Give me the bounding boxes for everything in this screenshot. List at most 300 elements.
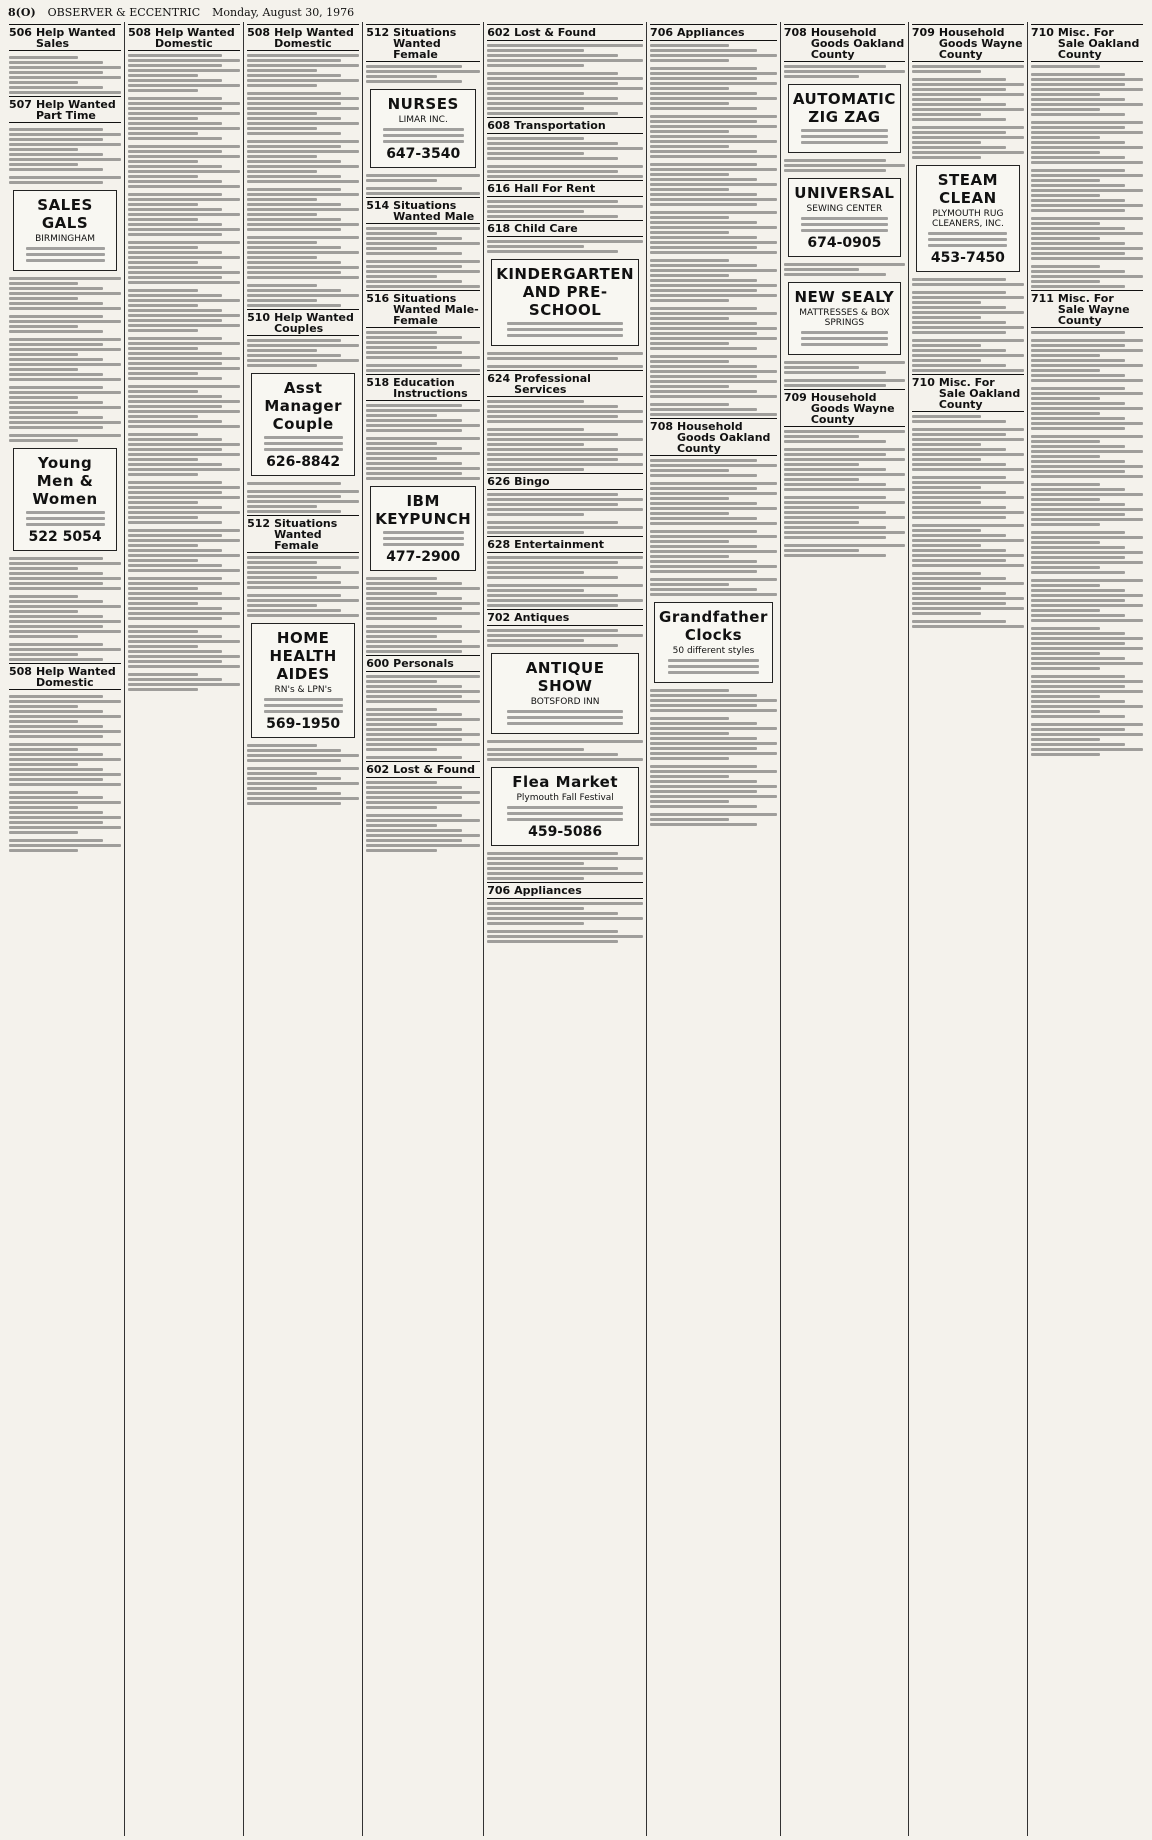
ad-text-line bbox=[1031, 551, 1143, 554]
ad-text-line bbox=[128, 228, 240, 231]
ad-text-line bbox=[366, 801, 480, 804]
ad-text-line bbox=[9, 76, 121, 79]
ad-text-line bbox=[9, 801, 121, 804]
ad-text-line bbox=[650, 752, 777, 755]
display-ad bbox=[251, 373, 355, 476]
ad-text-line bbox=[366, 252, 462, 255]
ad-text-line bbox=[1031, 556, 1125, 559]
ad-text-line bbox=[247, 482, 341, 485]
display-ad bbox=[491, 653, 639, 734]
ad-text-line bbox=[247, 180, 359, 183]
ad-text-line bbox=[247, 754, 359, 757]
ad-text-line bbox=[247, 122, 359, 125]
ad-text-line bbox=[1031, 339, 1143, 342]
ad-text-line bbox=[366, 640, 462, 643]
ad-text-line bbox=[1031, 78, 1143, 81]
ad-text-line bbox=[366, 834, 480, 837]
ad-text-line bbox=[801, 141, 888, 144]
ad-text-line bbox=[128, 625, 240, 628]
paper-name: OBSERVER & ECCENTRIC bbox=[47, 5, 201, 19]
ad-text-line bbox=[128, 276, 222, 279]
ad-text-line bbox=[128, 281, 240, 284]
ad-text-line bbox=[912, 597, 1024, 600]
ad-text-line bbox=[9, 411, 78, 414]
ad-text-line bbox=[9, 572, 103, 575]
ad-text-line bbox=[247, 132, 341, 135]
ad-text-line bbox=[366, 419, 462, 422]
section-title: Lost & Found bbox=[514, 26, 596, 39]
ad-text-line bbox=[128, 405, 222, 408]
section-title: Household Goods Oakland County bbox=[810, 26, 905, 61]
ad-text-line bbox=[366, 336, 462, 339]
ad-subline: MATTRESSES & BOX SPRINGS bbox=[799, 308, 890, 328]
ad-text-line bbox=[784, 65, 886, 68]
ad-text-line bbox=[9, 778, 103, 781]
ad-text-line bbox=[912, 539, 1024, 542]
ad-text-line bbox=[784, 554, 886, 557]
ad-text-line bbox=[784, 430, 905, 433]
ad-text-line bbox=[650, 150, 757, 153]
ad-text-line bbox=[784, 440, 886, 443]
ad-text-line bbox=[128, 678, 222, 681]
ad-text-line bbox=[9, 287, 103, 290]
ad-text-line bbox=[487, 867, 618, 870]
ad-text-line bbox=[912, 301, 981, 304]
ad-text-line bbox=[9, 71, 103, 74]
ad-text-line bbox=[1031, 331, 1125, 334]
ad-text-line bbox=[650, 269, 777, 272]
ad-text-line bbox=[1031, 275, 1143, 278]
ad-text-line bbox=[487, 428, 584, 431]
ad-text-line bbox=[366, 743, 480, 746]
ad-text-line bbox=[247, 364, 316, 367]
ad-text-line bbox=[928, 232, 1007, 235]
section-header bbox=[650, 24, 777, 41]
ad-text-line bbox=[128, 496, 240, 499]
ad-text-line bbox=[247, 208, 359, 211]
ad-text-line bbox=[487, 87, 643, 90]
ad-text-line bbox=[487, 877, 584, 880]
ad-text-line bbox=[247, 571, 359, 574]
ad-text-line bbox=[650, 785, 777, 788]
ad-text-line bbox=[128, 299, 240, 302]
ad-text-line bbox=[9, 735, 103, 738]
ad-text-line bbox=[128, 337, 222, 340]
ad-text-line bbox=[128, 529, 240, 532]
ad-text-line bbox=[650, 216, 729, 219]
ad-text-line bbox=[912, 448, 1006, 451]
ad-text-line bbox=[366, 645, 480, 648]
section-title: Situations Wanted Female bbox=[393, 26, 457, 61]
classified-column bbox=[484, 22, 647, 1836]
classified-columns bbox=[6, 22, 1146, 1836]
ad-text-line bbox=[487, 147, 643, 150]
section-header bbox=[784, 24, 905, 62]
ad-text-line bbox=[366, 844, 480, 847]
ad-text-line bbox=[366, 602, 480, 605]
ad-text-line bbox=[9, 81, 78, 84]
ad-text-line bbox=[128, 170, 240, 173]
ad-text-line bbox=[1031, 354, 1100, 357]
ad-text-line bbox=[128, 218, 197, 221]
ad-text-line bbox=[366, 625, 462, 628]
ad-text-line bbox=[128, 400, 240, 403]
section-number: 512 bbox=[247, 517, 271, 530]
ad-text-line bbox=[366, 592, 437, 595]
ad-text-line bbox=[650, 717, 729, 720]
ad-text-line bbox=[784, 169, 886, 172]
ad-text-line bbox=[784, 458, 905, 461]
ad-text-line bbox=[128, 539, 240, 542]
ad-text-line bbox=[128, 97, 222, 100]
ad-text-line bbox=[247, 294, 359, 297]
ad-headline: KINDERGARTEN AND PRE-SCHOOL bbox=[496, 265, 635, 319]
ad-text-line bbox=[650, 497, 729, 500]
ad-text-line bbox=[9, 615, 103, 618]
ad-text-line bbox=[928, 244, 1007, 247]
section-title: Transportation bbox=[514, 119, 606, 132]
ad-text-line bbox=[366, 447, 462, 450]
ad-text-line bbox=[1031, 632, 1125, 635]
ad-text-line bbox=[9, 277, 121, 280]
ad-text-line bbox=[1031, 204, 1143, 207]
section-number: 709 bbox=[783, 391, 807, 404]
ad-text-line bbox=[912, 587, 981, 590]
ad-text-line bbox=[366, 260, 480, 263]
ad-text-line bbox=[784, 478, 859, 481]
ad-text-line bbox=[366, 819, 480, 822]
ad-text-line bbox=[650, 732, 729, 735]
section-title: Antiques bbox=[514, 611, 570, 624]
ad-text-line bbox=[128, 645, 197, 648]
ad-text-line bbox=[9, 839, 103, 842]
ad-text-line bbox=[1031, 113, 1125, 116]
section-title: Help Wanted Part Time bbox=[35, 98, 116, 122]
ad-text-line bbox=[1031, 455, 1100, 458]
ad-text-line bbox=[487, 410, 643, 413]
ad-phone: 626-8842 bbox=[266, 454, 341, 470]
ad-text-line bbox=[9, 421, 121, 424]
ad-text-line bbox=[1031, 503, 1125, 506]
ad-text-line bbox=[128, 564, 222, 567]
ad-text-line bbox=[383, 531, 464, 534]
ad-text-line bbox=[1031, 364, 1143, 367]
ad-text-line bbox=[487, 753, 618, 756]
ad-text-line bbox=[1031, 710, 1100, 713]
ad-text-line bbox=[487, 521, 618, 524]
ad-text-line bbox=[247, 359, 359, 362]
ad-text-line bbox=[801, 229, 888, 232]
ad-text-line bbox=[128, 203, 197, 206]
ad-text-line bbox=[366, 617, 437, 620]
ad-text-line bbox=[650, 188, 729, 191]
ad-text-line bbox=[650, 385, 729, 388]
ad-text-line bbox=[650, 289, 757, 292]
ad-text-line bbox=[9, 133, 121, 136]
section-title: Situations Wanted Female bbox=[274, 517, 338, 552]
ad-text-line bbox=[650, 474, 757, 477]
ad-text-line bbox=[366, 356, 480, 359]
section-title: Misc. For Sale Oakland County bbox=[1057, 26, 1140, 61]
ad-text-line bbox=[487, 576, 618, 579]
ad-text-line bbox=[650, 555, 729, 558]
ad-text-line bbox=[487, 453, 643, 456]
classified-column bbox=[909, 22, 1028, 1836]
ad-text-line bbox=[366, 227, 480, 230]
ad-text-line bbox=[9, 406, 121, 409]
ad-text-line bbox=[128, 554, 240, 557]
ad-text-line bbox=[366, 331, 437, 334]
ad-text-line bbox=[487, 604, 618, 607]
ad-text-line bbox=[366, 700, 480, 703]
ad-text-line bbox=[9, 307, 121, 310]
ad-text-line bbox=[912, 93, 1024, 96]
ad-headline: Asst Manager Couple bbox=[264, 379, 342, 433]
ad-text-line bbox=[9, 91, 121, 94]
ad-text-line bbox=[1031, 237, 1100, 240]
ad-text-line bbox=[650, 163, 757, 166]
ad-text-line bbox=[912, 524, 1024, 527]
ad-text-line bbox=[383, 134, 464, 137]
ad-text-line bbox=[650, 395, 777, 398]
section-number: 708 bbox=[783, 26, 807, 39]
ad-text-line bbox=[487, 857, 643, 860]
ad-text-line bbox=[1031, 662, 1143, 665]
ad-text-line bbox=[247, 609, 341, 612]
ad-text-line bbox=[247, 604, 316, 607]
ad-text-line bbox=[9, 86, 103, 89]
ad-text-line bbox=[128, 160, 197, 163]
ad-text-line bbox=[1031, 169, 1125, 172]
ad-text-line bbox=[650, 332, 757, 335]
classified-column bbox=[781, 22, 909, 1836]
ad-text-line bbox=[912, 612, 981, 615]
ad-text-line bbox=[128, 329, 197, 332]
section-title: Education Instructions bbox=[393, 376, 468, 400]
ad-text-line bbox=[247, 213, 316, 216]
ad-text-line bbox=[1031, 407, 1143, 410]
ad-subline: BOTSFORD INN bbox=[530, 697, 600, 707]
ad-text-line bbox=[128, 246, 197, 249]
ad-text-line bbox=[650, 236, 757, 239]
ad-text-line bbox=[247, 241, 316, 244]
ad-text-line bbox=[247, 744, 316, 747]
ad-text-line bbox=[264, 436, 343, 439]
ad-text-line bbox=[912, 331, 1006, 334]
ad-text-line bbox=[366, 675, 480, 678]
ad-text-line bbox=[366, 270, 480, 273]
ad-text-line bbox=[912, 141, 981, 144]
ad-text-line bbox=[801, 217, 888, 220]
ad-text-line bbox=[9, 315, 103, 318]
ad-text-line bbox=[9, 282, 78, 285]
ad-text-line bbox=[650, 583, 729, 586]
ad-text-line bbox=[247, 256, 316, 259]
section-title: Personals bbox=[393, 657, 454, 670]
ad-text-line bbox=[9, 163, 78, 166]
ad-text-line bbox=[912, 620, 1006, 623]
ad-text-line bbox=[650, 49, 757, 52]
ad-text-line bbox=[1031, 103, 1143, 106]
ad-text-line bbox=[26, 511, 105, 514]
ad-text-line bbox=[650, 135, 757, 138]
section-header bbox=[487, 220, 643, 237]
section-title: Professional Services bbox=[514, 372, 591, 396]
ad-text-line bbox=[1031, 518, 1143, 521]
ad-subline: SEWING CENTER bbox=[806, 204, 883, 214]
ad-text-line bbox=[128, 233, 222, 236]
ad-text-line bbox=[128, 132, 197, 135]
ad-text-line bbox=[1031, 647, 1143, 650]
ad-text-line bbox=[366, 242, 480, 245]
ad-text-line bbox=[912, 554, 1024, 557]
ad-text-line bbox=[366, 650, 462, 653]
ad-text-line bbox=[366, 192, 480, 195]
ad-text-line bbox=[912, 625, 1024, 628]
ad-text-line bbox=[650, 145, 729, 148]
ad-text-line bbox=[650, 54, 777, 57]
ad-headline: UNIVERSAL bbox=[794, 184, 895, 202]
section-number: 711 bbox=[1030, 292, 1054, 305]
ad-text-line bbox=[366, 597, 462, 600]
ad-text-line bbox=[650, 823, 757, 826]
ad-text-line bbox=[9, 168, 103, 171]
ad-text-line bbox=[650, 722, 757, 725]
section-number: 710 bbox=[1030, 26, 1054, 39]
ad-text-line bbox=[128, 511, 240, 514]
section-number: 507 bbox=[9, 98, 32, 111]
ad-text-line bbox=[128, 261, 197, 264]
ad-text-line bbox=[1031, 131, 1143, 134]
ad-text-line bbox=[650, 805, 757, 808]
ad-phone: 459-5086 bbox=[528, 824, 603, 840]
ad-text-line bbox=[383, 537, 464, 540]
ad-text-line bbox=[1031, 637, 1143, 640]
ad-text-line bbox=[1031, 571, 1125, 574]
ad-text-line bbox=[650, 168, 777, 171]
ad-subline: BIRMINGHAM bbox=[35, 234, 95, 244]
ad-text-line bbox=[912, 296, 1024, 299]
ad-text-line bbox=[487, 872, 643, 875]
ad-text-line bbox=[128, 127, 240, 130]
ad-text-line bbox=[366, 814, 462, 817]
display-ad bbox=[491, 767, 639, 846]
ad-text-line bbox=[128, 362, 222, 365]
ad-text-line bbox=[9, 610, 78, 613]
ad-text-line bbox=[366, 791, 480, 794]
ad-text-line bbox=[128, 544, 197, 547]
ad-text-line bbox=[128, 137, 222, 140]
ad-text-line bbox=[487, 157, 618, 160]
masthead bbox=[8, 4, 1144, 20]
ad-text-line bbox=[1031, 93, 1100, 96]
ad-text-line bbox=[366, 738, 462, 741]
ad-text-line bbox=[912, 511, 1024, 514]
ad-text-line bbox=[650, 178, 757, 181]
section-header bbox=[487, 473, 643, 490]
ad-text-line bbox=[128, 453, 240, 456]
ad-text-line bbox=[650, 747, 757, 750]
section-header bbox=[487, 370, 643, 397]
ad-text-line bbox=[1031, 222, 1100, 225]
ad-text-line bbox=[650, 97, 777, 100]
ad-text-line bbox=[487, 930, 618, 933]
ad-text-line bbox=[128, 112, 240, 115]
ad-text-line bbox=[650, 530, 757, 533]
ad-text-line bbox=[247, 500, 359, 503]
ad-text-line bbox=[487, 852, 618, 855]
ad-text-line bbox=[1031, 675, 1125, 678]
ad-text-line bbox=[366, 457, 437, 460]
ad-subline: Plymouth Fall Festival bbox=[516, 793, 614, 803]
section-header bbox=[912, 24, 1024, 62]
ad-text-line bbox=[128, 463, 222, 466]
ad-text-line bbox=[912, 78, 1006, 81]
ad-text-line bbox=[366, 179, 437, 182]
ad-text-line bbox=[264, 442, 343, 445]
ad-text-line bbox=[247, 271, 341, 274]
section-header bbox=[366, 24, 480, 62]
ad-text-line bbox=[1031, 531, 1125, 534]
section-number: 708 bbox=[650, 420, 674, 433]
ad-text-line bbox=[912, 496, 1024, 499]
ad-text-line bbox=[366, 187, 462, 190]
ad-text-line bbox=[247, 354, 341, 357]
ad-text-line bbox=[650, 347, 757, 350]
ad-text-line bbox=[487, 433, 618, 436]
ad-text-line bbox=[247, 495, 341, 498]
ad-text-line bbox=[366, 756, 462, 759]
ad-text-line bbox=[128, 198, 240, 201]
section-number: 608 bbox=[487, 119, 511, 132]
section-number: 508 bbox=[128, 26, 152, 39]
ad-text-line bbox=[9, 605, 121, 608]
section-number: 506 bbox=[9, 26, 32, 39]
ad-text-line bbox=[247, 586, 359, 589]
ad-text-line bbox=[366, 577, 437, 580]
ad-text-line bbox=[650, 294, 777, 297]
ad-text-line bbox=[650, 92, 757, 95]
ad-text-line bbox=[366, 351, 462, 354]
ad-text-line bbox=[1031, 566, 1100, 569]
ad-text-line bbox=[264, 704, 343, 707]
section-title: Help Wanted Domestic bbox=[274, 26, 354, 50]
ad-text-line bbox=[9, 426, 103, 429]
ad-text-line bbox=[9, 358, 103, 361]
ad-text-line bbox=[784, 366, 859, 369]
ad-text-line bbox=[9, 849, 78, 852]
ad-text-line bbox=[912, 534, 1006, 537]
ad-text-line bbox=[650, 221, 757, 224]
ad-text-line bbox=[366, 690, 480, 693]
ad-text-line bbox=[366, 477, 480, 480]
ad-text-line bbox=[9, 153, 103, 156]
ad-text-line bbox=[247, 170, 316, 173]
ad-text-line bbox=[912, 529, 981, 532]
ad-text-line bbox=[128, 377, 222, 380]
ad-text-line bbox=[784, 159, 886, 162]
ad-phone: 647-3540 bbox=[386, 146, 461, 162]
ad-text-line bbox=[650, 120, 757, 123]
ad-text-line bbox=[650, 550, 777, 553]
ad-text-line bbox=[9, 844, 121, 847]
ad-text-line bbox=[9, 730, 121, 733]
section-header bbox=[487, 609, 643, 626]
ad-text-line bbox=[128, 266, 222, 269]
ad-text-line bbox=[9, 61, 103, 64]
ad-text-line bbox=[912, 607, 1024, 610]
ad-text-line bbox=[366, 404, 462, 407]
